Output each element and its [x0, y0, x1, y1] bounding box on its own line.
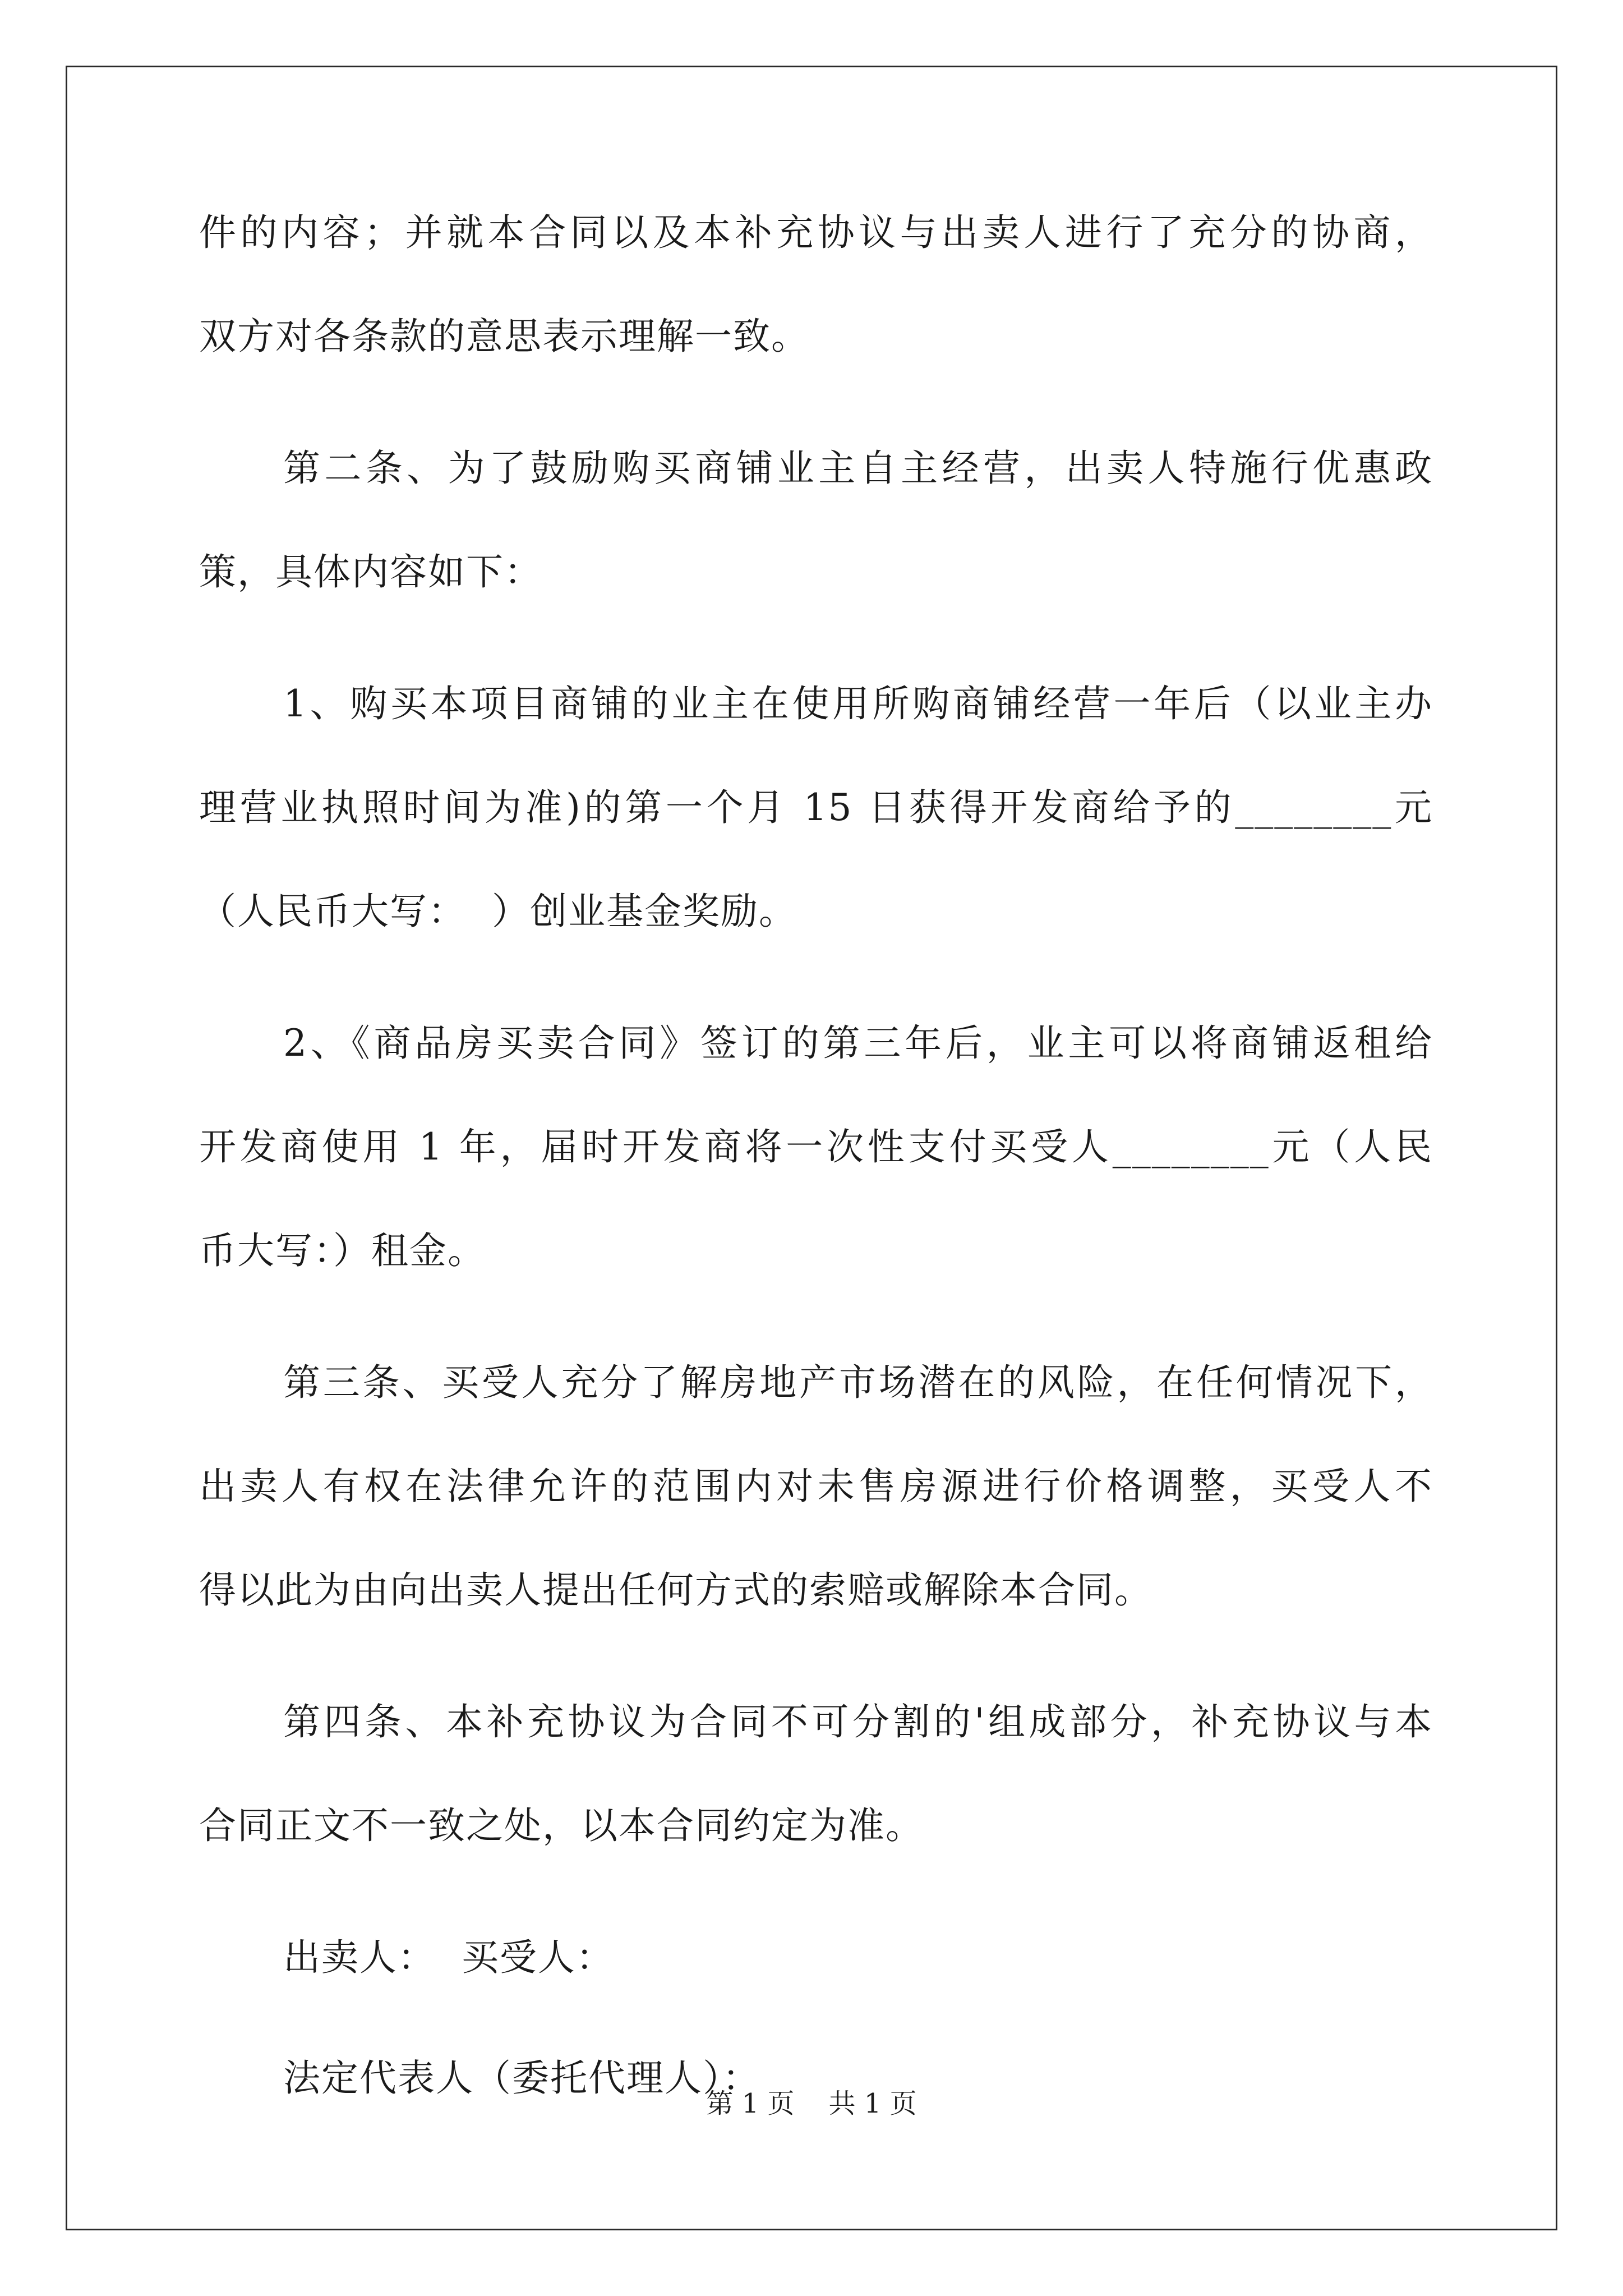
text-line: 双方对各条款的意思表示理解一致。	[199, 315, 809, 358]
text-line: 1、购买本项目商铺的业主在使用所购商铺经营一年后（以业主办	[283, 682, 1433, 725]
text-line: 第三条、买受人充分了解房地产市场潜在的风险，在任何情况下，	[283, 1361, 1433, 1404]
text-line: 合同正文不一致之处，以本合同约定为准。	[199, 1804, 924, 1847]
text-line: 策，具体内容如下：	[199, 550, 542, 593]
legal-representative-line: 法定代表人（委托代理人）：	[283, 2056, 760, 2100]
text-line: 2、《商品房买卖合同》签订的第三年后，业主可以将商铺返租给	[283, 1022, 1433, 1065]
page-number: 第 1 页 共 1 页	[706, 2088, 917, 2119]
text-line: 得以此为由向出卖人提出任何方式的索赔或解除本合同。	[199, 1568, 1152, 1612]
text-line: 第二条、为了鼓励购买商铺业主自主经营，出卖人特施行优惠政	[283, 447, 1433, 490]
text-line: 理营业执照时间为准)的第一个月 15 日获得开发商给予的________元	[199, 786, 1433, 829]
text-line: 开发商使用 1 年，届时开发商将一次性支付买受人________元（人民	[199, 1125, 1433, 1168]
text-line: 件的内容；并就本合同以及本补充协议与出卖人进行了充分的协商，	[199, 211, 1433, 254]
text-line: 币大写：）租金。	[199, 1229, 486, 1272]
signature-parties-line: 出卖人： 买受人：	[283, 1936, 614, 1979]
text-line: 第四条、本补充协议为合同不可分割的'组成部分，补充协议与本	[283, 1700, 1433, 1743]
text-line: （人民币大写： ）创业基金奖励。	[199, 890, 797, 933]
text-line: 出卖人有权在法律允许的范围内对未售房源进行价格调整，买受人不	[199, 1465, 1433, 1508]
